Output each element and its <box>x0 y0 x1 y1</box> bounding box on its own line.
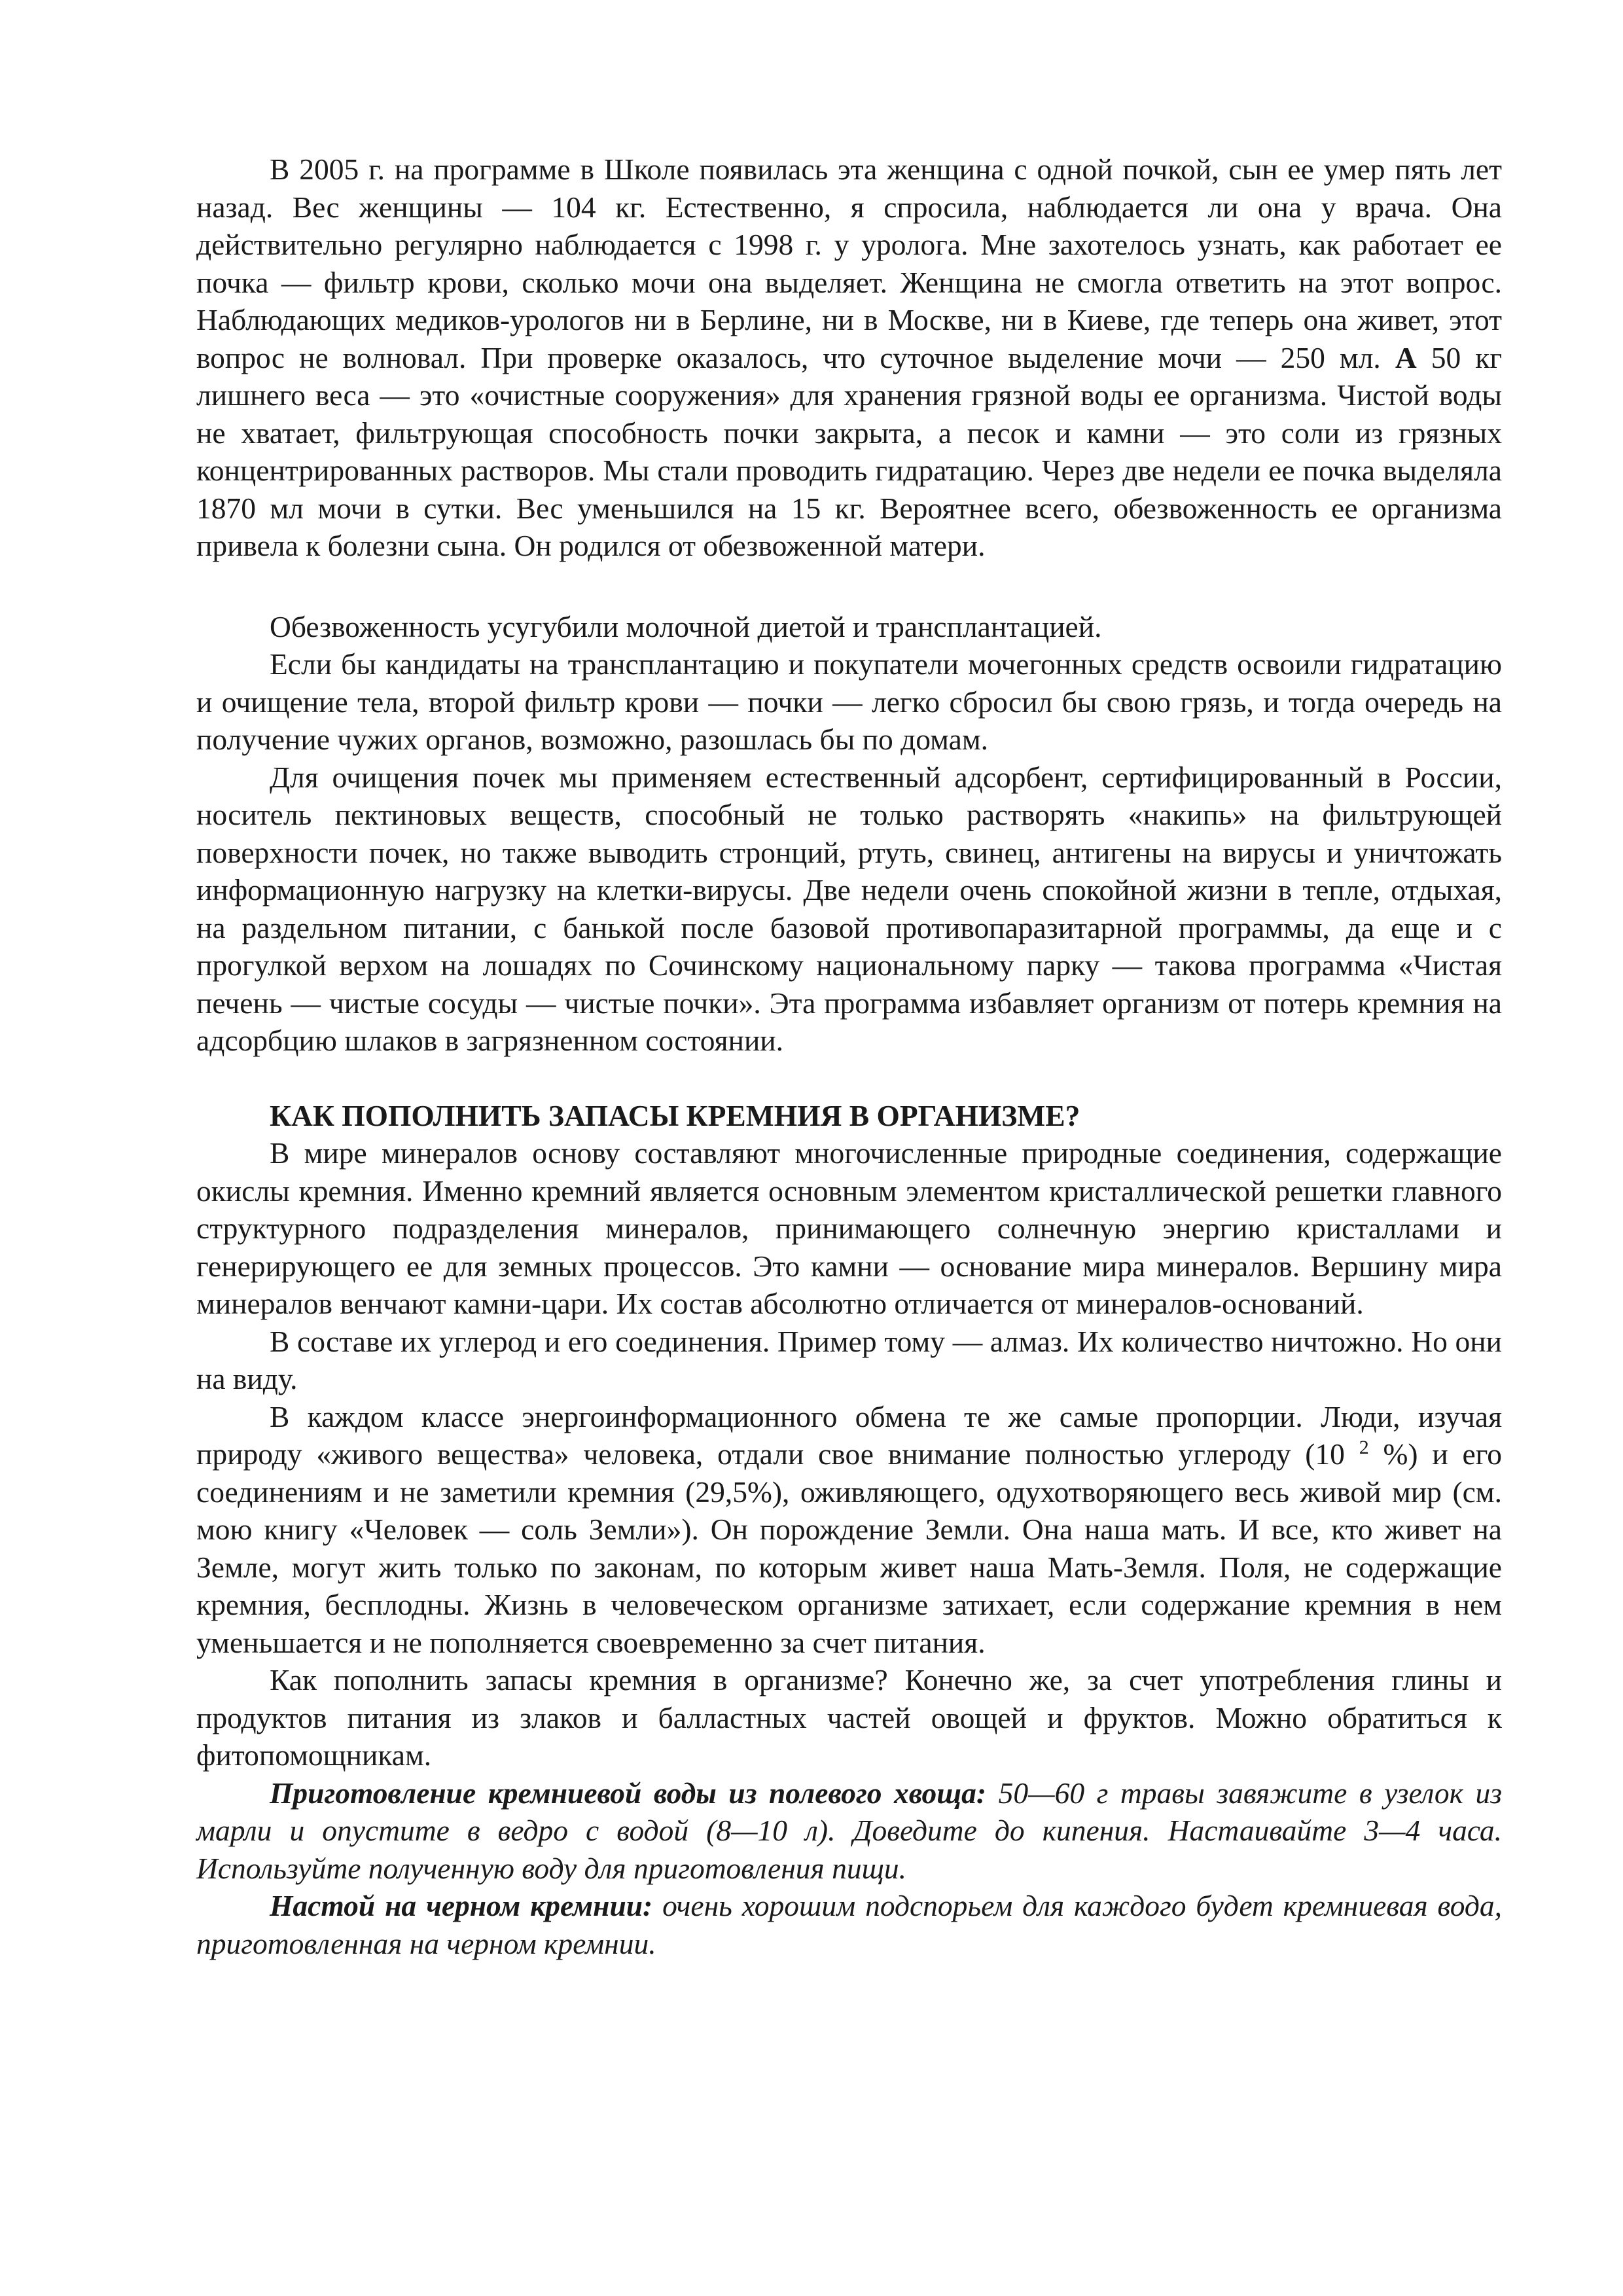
section-heading: КАК ПОПОЛНИТЬ ЗАПАСЫ КРЕМНИЯ В ОРГАНИЗМЕ? <box>270 1098 1080 1132</box>
recipe-black-silicon-text: очень хорошим подспорьем для каждого будет кремниевая вода, приготовленная на черном кремнии. <box>196 1889 1502 1960</box>
paragraph-case-story-text: В 2005 г. на программе в Школе появилась эта женщина с одной почкой, сын ее умер пять лет назад. Вес женщины — 104 кг. Естественно, я спросила, наблюдается ли она у врача. Она действительно регулярно наблюдается с 1998 г. у уролога. Мне захотелось узнать, как работает ее почка — фильтр крови, сколько мочи она выделяет. Женщина не смогла ответить на этот вопрос. Наблюдающих медиков-урологов ни в Берлине, ни в Москве, ни в Киеве, где теперь она живет, этот вопрос не волновал. При проверке оказалось, что суточное выделение мочи — 250 мл. <box>196 152 1502 374</box>
paragraph-minerals: В мире минералов основу составляют многочисленные природные соединения, содержащие окислы кремния. Именно кремний является основным элементом кристаллической решетки главного структурного подразделения минералов, принимающего солнечную энергию кристаллами и генерирующего ее для земных процессов. Это камни — основание мира минералов. Вершину мира минералов венчают камни-цари. Их состав абсолютно отличается от минералов-оснований. <box>196 1136 1502 1320</box>
paragraph-energy-exchange <box>196 1398 1502 1662</box>
recipe-horsetail-water <box>196 1774 1502 1888</box>
paragraph-case-story <box>196 151 1502 565</box>
paragraph-energy-exchange-continuation: %) и его соединениям и не заметили кремния (29,5%), оживляющего, одухотворяющего весь живой мир (см. мою книгу «Человек — соль Земли»). Он порождение Земли. Она наша мать. И все, кто живет на Земле, могут жить только по законам, по которым живет наша Мать-Земля. Поля, не содержащие кремния, бесплодны. Жизнь в человеческом организме затихает, если содержание кремния в нем уменьшается и не пополняется своевременно за счет питания. <box>196 1437 1502 1659</box>
paragraph-carbon: В составе их углерод и его соединения. Пример тому — алмаз. Их количество ничтожно. Но они на виду. <box>196 1324 1502 1395</box>
paragraph-spacer <box>196 565 1502 608</box>
recipe-horsetail-text: 50—60 г травы завяжите в узелок из марли и опустите в ведро с водой (8—10 л). Доведите до кипения. Настаивайте 3—4 часа. Используйте полученную воду для приготовления пищи. <box>196 1776 1503 1885</box>
recipe-black-silicon-title: Настой на черном кремнии: <box>270 1889 653 1922</box>
recipe-horsetail-title: Приготовление кремниевой воды из полевого хвоща: <box>270 1776 987 1810</box>
paragraph-energy-exchange-text: В каждом классе энергоинформационного обмена те же самые пропорции. Люди, изучая природу «живого вещества» человека, отдали свое внимание полностью углероду (10 <box>196 1399 1502 1471</box>
paragraph-silicon-sources: Как пополнить запасы кремния в организме? Конечно же, за счет употребления глины и продуктов питания из злаков и балластных частей овощей и фруктов. Можно обратиться к фитопомощникам. <box>196 1663 1502 1772</box>
recipe-black-silicon <box>196 1887 1502 1962</box>
section-spacer <box>196 1060 1502 1097</box>
paragraph-case-story-continuation: 50 кг лишнего веса — это «очистные сооружения» для хранения грязной воды ее организма. Чистой воды не хватает, фильтрующая способность почки закрыта, а песок и камни — это соли из грязных концентрированных растворов. Мы стали проводить гидратацию. Через две недели ее почка выделяла 1870 мл мочи в сутки. Вес уменьшился на 15 кг. Вероятнее всего, обезвоженность ее организма привела к болезни сына. Он родился от обезвоженной матери. <box>196 340 1503 562</box>
bold-letter-a: А <box>1395 340 1417 374</box>
paragraph-transplant: Если бы кандидаты на трансплантацию и покупатели мочегонных средств освоили гидратацию и очищение тела, второй фильтр крови — почки — легко сбросил бы свою грязь, и тогда очередь на получение чужих органов, возможно, разошлась бы по домам. <box>196 647 1502 756</box>
paragraph-kidney-cleansing: Для очищения почек мы применяем естественный адсорбент, сертифицированный в России, носитель пектиновых веществ, способный не только растворять «накипь» на фильтрующей поверхности почек, но также выводить стронций, ртуть, свинец, антигены на вирусы и уничтожать информационную нагрузку на клетки-вирусы. Две недели очень спокойной жизни в тепле, отдыхая, на раздельном питании, с банькой после базовой противопаразитарной программы, да еще и с прогулкой верхом на лошадях по Сочинскому национальному парку — такова программа «Чистая печень — чистые сосуды — чистые почки». Эта программа избавляет организм от потерь кремния на адсорбцию шлаков в загрязненном состоянии. <box>196 760 1502 1057</box>
superscript-exponent: 2 <box>1359 1437 1369 1458</box>
paragraph-dehydration: Обезвоженность усугубили молочной диетой и трансплантацией. <box>270 609 1102 643</box>
